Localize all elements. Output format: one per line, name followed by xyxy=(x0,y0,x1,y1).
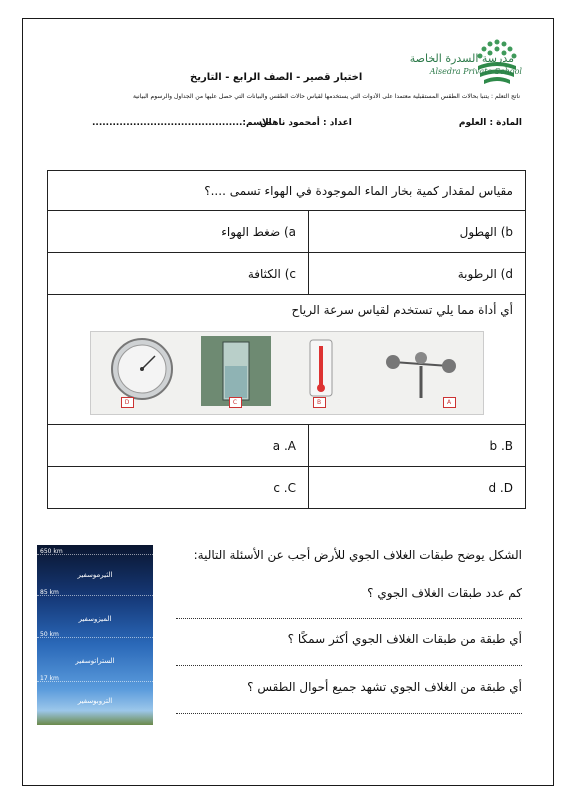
prepared-by-label: اعداد : أمحمود ناهض xyxy=(260,118,352,128)
image-label-a: A xyxy=(443,397,456,408)
atmosphere-question-2: أي طبقة من طبقات الغلاف الجوي أكثر سمكًا ؟ xyxy=(287,632,522,646)
q2-option-b[interactable]: b .B xyxy=(309,425,526,467)
question-1-text: مقياس لمقدار كمية بخار الماء الموجودة في الهواء تسمى ....؟ xyxy=(48,171,526,211)
layer-label: الميزوسفير xyxy=(78,615,112,623)
questions-table xyxy=(47,170,526,509)
answer-line-2[interactable] xyxy=(176,665,522,666)
question-2-cell xyxy=(48,295,526,425)
school-name-english: Alsedra Private School xyxy=(429,67,522,76)
question-2-text: أي أداة مما يلي تستخدم لقياس سرعة الرياح xyxy=(291,303,513,317)
layer-label: الثيرموسفير xyxy=(77,571,113,579)
learning-objective: ناتج التعلم : يتنبأ بحالات الطقس المستقبلية معتمدا على الأدوات التي يستخدمها لقياس حالات الطقس والبيانات التي حصل عليها من الجداول والرسوم البيانية xyxy=(132,93,520,100)
image-label-d: D xyxy=(121,397,134,408)
q1-option-b[interactable]: b) الهطول xyxy=(309,211,526,253)
atmosphere-question-1: كم عدد طبقات الغلاف الجوي ؟ xyxy=(367,586,522,600)
school-name-arabic: مدرسة السدرة الخاصة xyxy=(409,52,514,65)
altitude-label: 50 km xyxy=(40,631,59,638)
q1-option-c[interactable]: c) الكثافة xyxy=(48,253,309,295)
rain-gauge-icon xyxy=(201,336,271,406)
q1-option-d[interactable]: d) الرطوبة xyxy=(309,253,526,295)
answer-line-3[interactable] xyxy=(176,713,522,714)
atmosphere-intro: الشكل يوضح طبقات الغلاف الجوي للأرض أجب عن الأسئلة التالية: xyxy=(193,548,522,562)
q2-option-d[interactable]: d .D xyxy=(309,467,526,509)
answer-line-1[interactable] xyxy=(176,618,522,619)
subject-label: المادة : العلوم xyxy=(458,118,522,128)
atmosphere-question-3: أي طبقة من الغلاف الجوي تشهد جميع أحوال الطقس ؟ xyxy=(247,680,522,694)
altitude-label: 650 km xyxy=(40,548,63,555)
q2-option-c[interactable]: c .C xyxy=(48,467,309,509)
altitude-label: 17 km xyxy=(40,675,59,682)
exam-title: اختبار قصير - الصف الرابع - التاريخ xyxy=(190,72,363,83)
image-label-c: C xyxy=(229,397,242,408)
thermometer-icon xyxy=(296,336,346,406)
anemometer-icon xyxy=(381,336,461,406)
q1-option-a[interactable]: a) ضغط الهواء xyxy=(48,211,309,253)
q2-option-a[interactable]: a .A xyxy=(48,425,309,467)
altitude-label: 85 km xyxy=(40,589,59,596)
layer-label: الستراتوسفير xyxy=(75,657,115,665)
weather-instruments-image xyxy=(90,331,484,415)
student-name-field[interactable]: الاسم:............................................ xyxy=(92,118,272,128)
image-label-b: B xyxy=(313,397,326,408)
layer-label: التروبوسفير xyxy=(77,697,113,705)
barometer-icon xyxy=(97,336,187,406)
atmosphere-layers-image xyxy=(37,545,153,725)
